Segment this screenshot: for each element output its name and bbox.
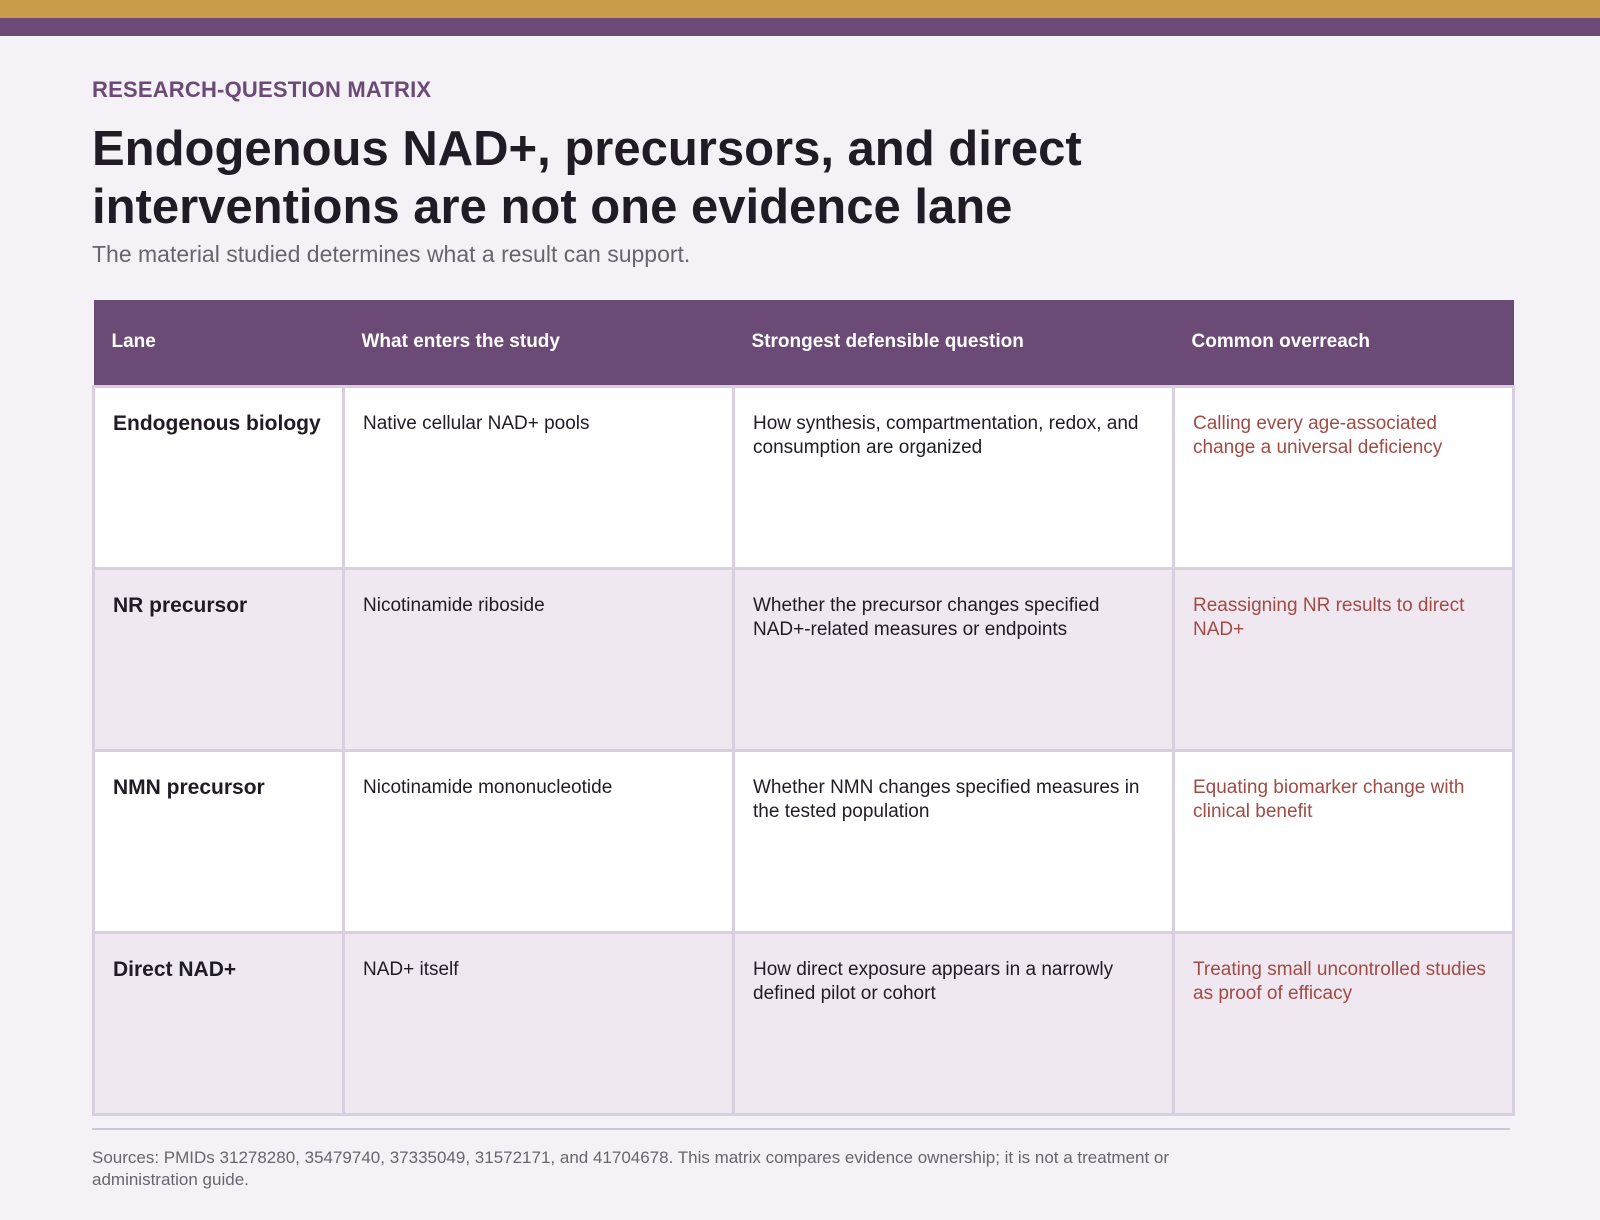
table-row	[94, 568, 1514, 750]
page-subtitle: The material studied determines what a result can support.	[92, 241, 691, 267]
enters-cell: Native cellular NAD+ pools	[344, 386, 734, 568]
top-accent-band-gold	[0, 0, 1600, 18]
table-row	[94, 386, 1514, 568]
column-header-question: Strongest defensible question	[734, 300, 1174, 386]
footer-divider	[92, 1128, 1510, 1130]
column-header-enters: What enters the study	[344, 300, 734, 386]
overreach-cell: Equating biomarker change with clinical benefit	[1174, 750, 1514, 932]
lane-cell: NMN precursor	[94, 750, 344, 932]
overreach-cell: Treating small uncontrolled studies as proof of efficacy	[1174, 932, 1514, 1114]
table-row	[94, 750, 1514, 932]
question-cell: Whether the precursor changes specified NAD+-related measures or endpoints	[734, 568, 1174, 750]
lane-cell: NR precursor	[94, 568, 344, 750]
lane-cell: Endogenous biology	[94, 386, 344, 568]
question-cell: How direct exposure appears in a narrowly defined pilot or cohort	[734, 932, 1174, 1114]
column-header-overreach: Common overreach	[1174, 300, 1514, 386]
question-cell: Whether NMN changes specified measures in the tested population	[734, 750, 1174, 932]
enters-cell: NAD+ itself	[344, 932, 734, 1114]
enters-cell: Nicotinamide riboside	[344, 568, 734, 750]
overreach-cell: Reassigning NR results to direct NAD+	[1174, 568, 1514, 750]
question-cell: How synthesis, compartmentation, redox, and consumption are organized	[734, 386, 1174, 568]
table-header-row	[94, 300, 1514, 386]
lane-cell: Direct NAD+	[94, 932, 344, 1114]
sources-note: Sources: PMIDs 31278280, 35479740, 37335049, 31572171, and 41704678. This matrix compares evidence ownership; it is not a treatment or administration guide.	[92, 1148, 1170, 1189]
research-question-matrix	[92, 300, 1515, 1116]
eyebrow-label: RESEARCH-QUESTION MATRIX	[92, 77, 432, 102]
column-header-lane: Lane	[94, 300, 344, 386]
table-row	[94, 932, 1514, 1114]
enters-cell: Nicotinamide mononucleotide	[344, 750, 734, 932]
page-title: Endogenous NAD+, precursors, and direct interventions are not one evidence lane	[92, 122, 1082, 234]
overreach-cell: Calling every age-associated change a universal deficiency	[1174, 386, 1514, 568]
top-accent-band-purple	[0, 18, 1600, 36]
